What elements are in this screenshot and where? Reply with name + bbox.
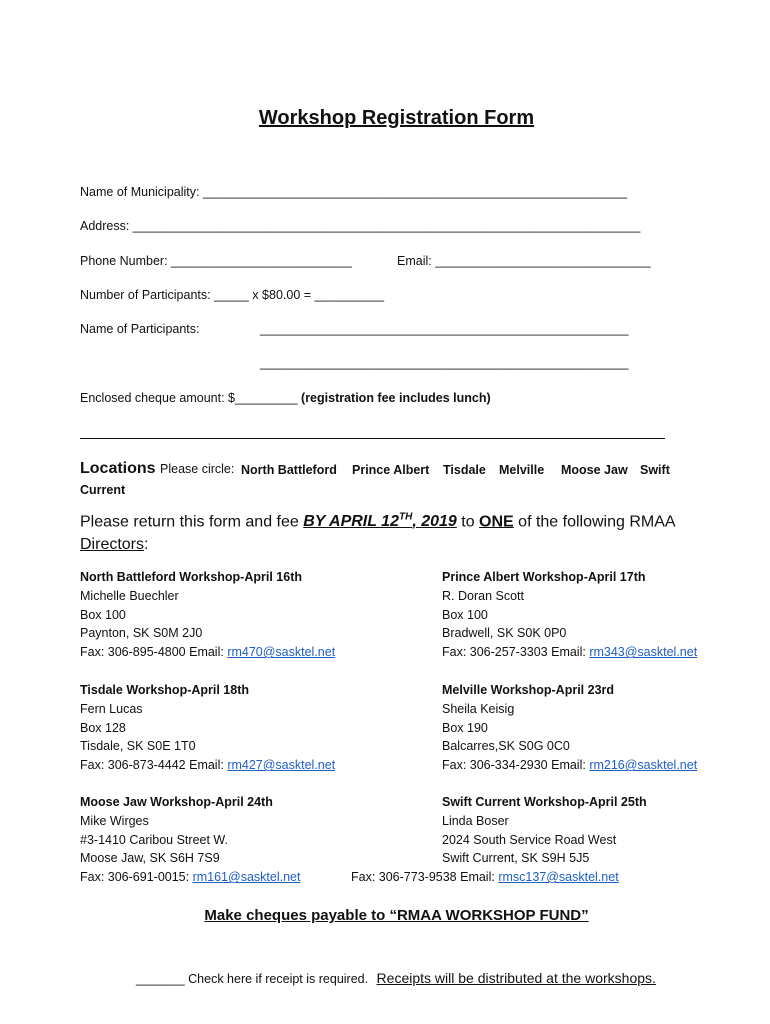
receipt-row [136, 970, 656, 988]
director-name: Michelle Buechler [80, 588, 179, 603]
director-block [80, 681, 335, 775]
director-name: R. Doran Scott [442, 588, 524, 603]
payable-notice: Make cheques payable to “RMAA WORKSHOP FUND” [204, 907, 589, 924]
director-block [442, 568, 697, 662]
director-contact: Fax: 306-257-3303 Email: rm343@sasktel.net [442, 645, 698, 660]
director-heading: North Battleford Workshop-April 16th [80, 570, 302, 584]
location-option[interactable]: Prince Albert [352, 463, 430, 477]
cheque-note: (registration fee includes lunch) [301, 391, 491, 405]
director-contact: Fax: 306-895-4800 Email: rm470@sasktel.net [80, 645, 336, 660]
receipt-checkbox-line[interactable]: _______ [136, 972, 185, 986]
director-email-link[interactable]: rm216@sasktel.net [589, 758, 698, 773]
director-email-link[interactable]: rm343@sasktel.net [589, 645, 698, 660]
director-block [80, 793, 300, 887]
municipality-field[interactable]: Name of Municipality: _____________________________________________________________ [80, 185, 628, 199]
director-address: #3-1410 Caribou Street W. [80, 832, 228, 847]
director-address: Box 100 [80, 607, 126, 622]
director-heading: Swift Current Workshop-April 25th [442, 795, 647, 809]
location-option[interactable]: Melville [499, 463, 545, 477]
location-option[interactable]: Swift [640, 463, 670, 477]
return-notice-line2: Directors: [80, 536, 149, 553]
one-emphasis: ONE [479, 513, 514, 531]
director-name: Fern Lucas [80, 701, 143, 716]
email-field[interactable]: Email: _______________________________ [397, 254, 651, 268]
director-city: Balcarres,SK S0G 0C0 [442, 739, 570, 754]
director-email-link[interactable]: rmsc137@sasktel.net [498, 870, 619, 884]
director-heading: Prince Albert Workshop-April 17th [442, 570, 646, 584]
locations-instruction: Please circle: [160, 462, 235, 476]
participants-name-line[interactable]: _____________________________________________________ [260, 356, 629, 370]
director-name: Sheila Keisig [442, 701, 515, 716]
director-heading: Tisdale Workshop-April 18th [80, 683, 250, 697]
director-contact: Fax: 306-334-2930 Email: rm216@sasktel.net [442, 758, 698, 773]
deadline-date: BY APRIL 12TH, 2019 [303, 512, 457, 531]
director-address: Box 190 [442, 720, 488, 735]
locations-heading: Locations [80, 460, 156, 477]
director-block [80, 568, 335, 662]
cheque-amount-field[interactable] [80, 391, 491, 405]
director-name: Linda Boser [442, 813, 509, 828]
director-name: Mike Wirges [80, 813, 149, 828]
director-contact: Fax: 306-773-9538 Email: rmsc137@sasktel.net [351, 870, 619, 884]
location-option[interactable]: North Battleford [241, 463, 337, 477]
director-city: Moose Jaw, SK S6H 7S9 [80, 851, 220, 866]
director-address: Box 128 [80, 720, 126, 735]
phone-field[interactable]: Phone Number: __________________________ [80, 254, 352, 268]
director-email-link[interactable]: rm161@sasktel.net [192, 870, 301, 885]
locations-row [80, 460, 234, 478]
location-option[interactable]: Tisdale [443, 463, 486, 477]
divider [80, 438, 665, 439]
director-heading: Melville Workshop-April 23rd [442, 683, 615, 697]
director-block [442, 793, 647, 868]
director-email-link[interactable]: rm470@sasktel.net [227, 645, 336, 660]
receipt-label: Check here if receipt is required. [184, 972, 369, 986]
director-block [442, 681, 697, 775]
director-email-link[interactable]: rm427@sasktel.net [227, 758, 336, 773]
participants-name-line[interactable]: _____________________________________________________ [260, 322, 629, 336]
participants-names-label: Name of Participants: [80, 322, 200, 336]
director-heading: Moose Jaw Workshop-April 24th [80, 795, 273, 809]
return-notice: Please return this form and fee BY APRIL 12TH, 2019 to ONE of the following RMAA [80, 512, 676, 531]
location-option[interactable]: Moose Jaw [561, 463, 628, 477]
form-title: Workshop Registration Form [258, 107, 535, 129]
receipt-note: Receipts will be distributed at the workshops. [376, 970, 656, 986]
director-city: Paynton, SK S0M 2J0 [80, 626, 203, 641]
cheque-amount-label: Enclosed cheque amount: $_________ [80, 391, 298, 405]
address-field[interactable]: Address: _________________________________________________________________________ [80, 219, 641, 233]
director-city: Swift Current, SK S9H 5J5 [442, 851, 590, 866]
director-contact: Fax: 306-691-0015: rm161@sasktel.net [80, 870, 301, 885]
director-address: 2024 South Service Road West [442, 832, 617, 847]
director-city: Bradwell, SK S0K 0P0 [442, 626, 567, 641]
participants-count-field[interactable]: Number of Participants: _____ x $80.00 = __________ [80, 288, 385, 302]
director-contact: Fax: 306-873-4442 Email: rm427@sasktel.net [80, 758, 336, 773]
director-address: Box 100 [442, 607, 488, 622]
location-option-wrap: Current [80, 483, 126, 497]
director-city: Tisdale, SK S0E 1T0 [80, 739, 196, 754]
